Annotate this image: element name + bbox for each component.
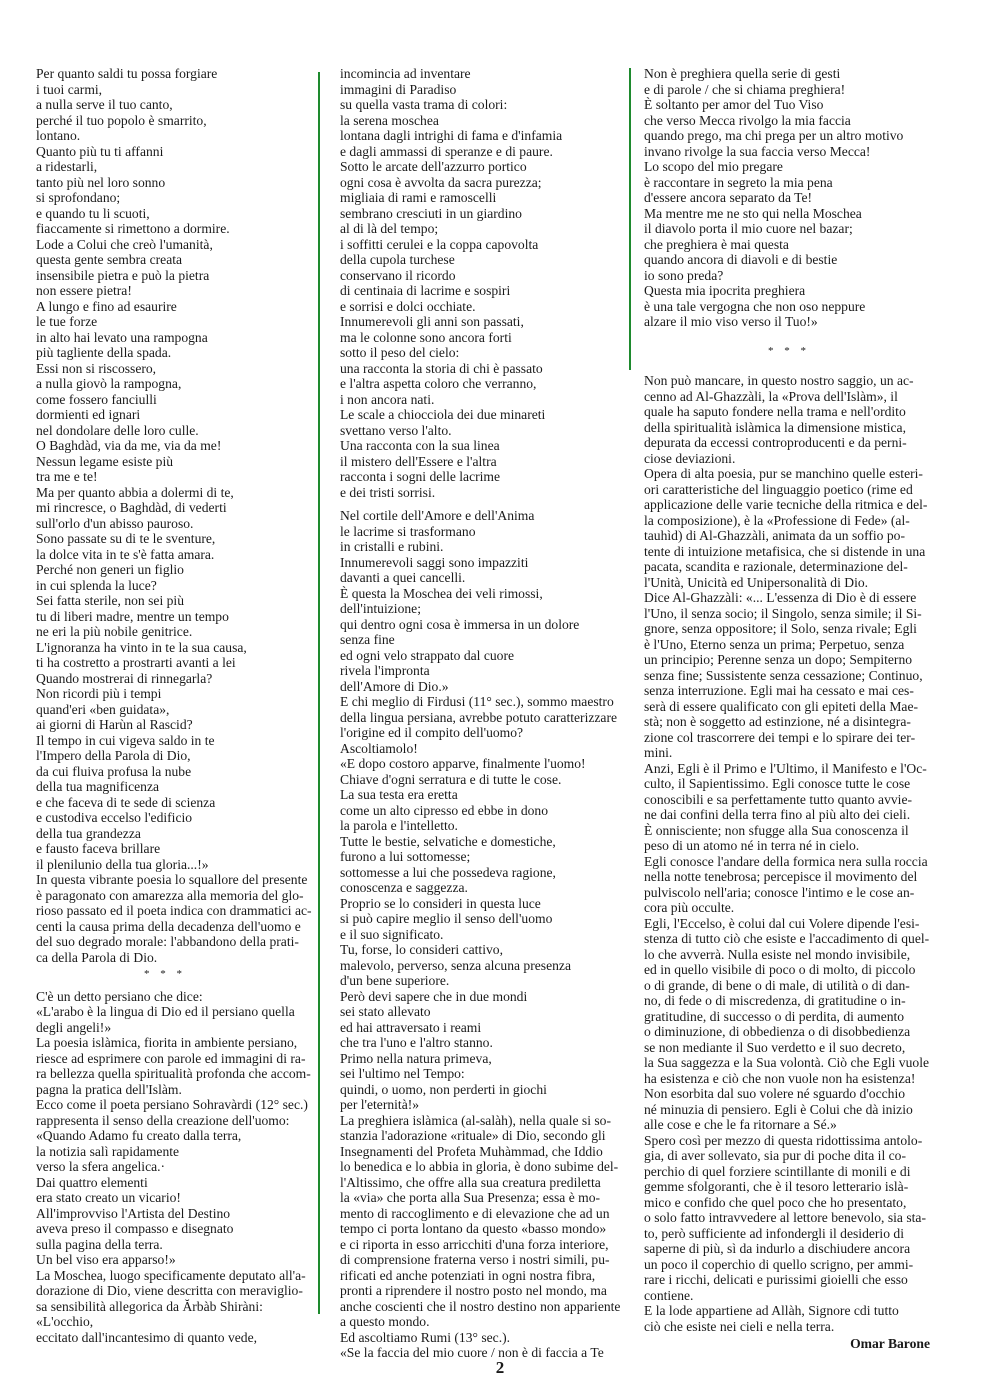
text-line: La poesia islàmica, fiorita in ambiente persiano, — [36, 1035, 298, 1050]
text-line: Ed ascoltiamo Rumi (13° sec.). — [340, 1329, 511, 1345]
text-line: conoscenza e saggezza. — [340, 880, 468, 895]
text-line: gia, di aver sollevato, sia pur di poche dita il co- — [644, 1148, 906, 1163]
text-line: un principio; Perenne senza un dopo; Sempiterno — [644, 652, 913, 667]
text-line: nel dondolare delle loro culle. — [36, 422, 199, 438]
text-line: si sprofondano; — [36, 190, 121, 205]
text-line: su quella vasta trama di colori: — [340, 97, 508, 112]
text-line: dorazione di Dio, viene descritta con meraviglio- — [36, 1283, 303, 1298]
text-line: Non ricordi più i tempi — [36, 686, 162, 701]
text-line: perché il tuo popolo è smarrito, — [36, 112, 207, 128]
text-line: del suo degrado morale: l'abbandono della prati- — [36, 934, 299, 949]
text-line: pronti a riprendere il nostro posto nel mondo, ma — [340, 1283, 607, 1298]
text-line: È questa la Moschea dei veli rimossi, — [340, 585, 543, 601]
poem-baghdad — [36, 66, 312, 965]
text-line: e custodiva eccelso l'edificio — [36, 810, 193, 825]
text-line: questa gente sembra creata — [36, 252, 183, 267]
text-line: «L'occhio, — [36, 1314, 94, 1329]
text-line: peso di un atomo né in terra né in cielo. — [644, 838, 860, 853]
text-line: racconta i sogni delle lacrime — [340, 469, 501, 484]
text-line: Perché non generi un figlio — [36, 562, 184, 577]
text-line: Il tempo in cui vigeva saldo in te — [36, 732, 215, 748]
text-line: e fausto faceva brillare — [36, 841, 161, 856]
text-line: invano rivolge la sua faccia verso Mecca! — [644, 143, 871, 159]
text-line: a questo mondo. — [340, 1314, 430, 1329]
text-line: il diavolo porta il mio cuore nel bazar; — [644, 221, 853, 236]
text-line: gnore, senza oppositore; il Solo, senza rivale; Egli — [644, 621, 917, 636]
text-line: le lacrime si trasformano — [340, 523, 476, 539]
text-line: è raccontare in segreto la mia pena — [644, 174, 833, 190]
firdusi-section — [340, 508, 624, 1361]
text-line: e dagli ammassi di speranze e di paure. — [340, 143, 553, 159]
text-line: conservano il ricordo — [340, 267, 456, 283]
text-line: ra bellezza quella spiritualità profonda che accom- — [36, 1066, 311, 1081]
text-line: cora più occulte. — [644, 900, 735, 915]
text-line: lontano. — [36, 128, 81, 143]
text-line: Egli, l'Eccelso, è colui dal cui Volere dipende l'esi- — [644, 915, 920, 931]
column-1 — [36, 66, 312, 1345]
text-line: All'improvviso l'Artista del Destino — [36, 1205, 231, 1221]
text-line: la composizione), è la «Professione di Fede» (al- — [644, 512, 910, 528]
text-line: a nulla giovò la rampogna, — [36, 376, 182, 391]
text-line: Non è preghiera quella serie di gesti — [644, 66, 841, 81]
text-line: tanto più nel loro sonno — [36, 174, 166, 190]
text-line: dell'Amore di Dio.» — [340, 678, 449, 694]
text-line: È onnisciente; non sfugge alla Sua conoscenza il — [644, 822, 909, 838]
text-line: E chi meglio di Firdusi (11° sec.), sommo maestro — [340, 694, 614, 709]
text-line: come un alto cipresso ed ebbe in dono — [340, 802, 549, 818]
text-line: si può capire meglio il senso dell'uomo — [340, 911, 553, 926]
text-line: la Sua saggezza e la Sua volontà. Ciò che Egli vuole — [644, 1055, 930, 1070]
text-line: è una tale vergogna che non oso neppure — [644, 298, 866, 314]
text-line: Tutte le bestie, selvatiche e domestiche, — [340, 833, 556, 849]
text-line: «Se la faccia del mio cuore / non è di faccia a Te — [340, 1345, 604, 1360]
text-line: mi rincresce, o Baghdàd, di vederti — [36, 500, 227, 515]
text-line: fiaccamente si rimettono a dormire. — [36, 221, 230, 236]
text-line: della tua magnificenza — [36, 779, 160, 794]
text-line: della spiritualità islàmica la dimensione mistica, — [644, 419, 906, 435]
text-line: Quanto più tu ti affanni — [36, 143, 164, 159]
text-line: è paragonato con amarezza alla memoria del glo- — [36, 887, 304, 903]
text-line: e il suo significato. — [340, 926, 444, 942]
text-line: sei stato allevato — [340, 1004, 431, 1019]
text-line: d'un bene superiore. — [340, 973, 450, 988]
text-line: Sei fatta sterile, non sei più — [36, 593, 184, 608]
text-line: È soltanto per amor del Tuo Viso — [644, 97, 824, 112]
text-line: e dei tristi sorrisi. — [340, 484, 436, 500]
text-line: gemme sfolgoranti, che è il tesoro letterario islà- — [644, 1179, 909, 1194]
text-line: lo che avverrà. Nulla esiste nel mondo invisibile, — [644, 946, 911, 962]
text-line: il plenilunio della tua gloria...!» — [36, 856, 209, 872]
text-line: Lo scopo del mio pregare — [644, 159, 783, 174]
text-line: Nel cortile dell'Amore e dell'Anima — [340, 508, 535, 523]
text-line: Quando mostrerai di rinnegarla? — [36, 670, 213, 686]
text-line: alle cose e che le fa ritornare a Sé.» — [644, 1117, 837, 1132]
text-line: che tra l'uno e l'altro stanno. — [340, 1035, 493, 1050]
text-line: nella notte tenebrosa; percepisce il movimento del — [644, 869, 918, 884]
text-line: al di là del tempo; — [340, 221, 439, 236]
text-line: da cui fluiva profusa la nube — [36, 763, 192, 779]
text-line: e quando tu li scuoti, — [36, 205, 150, 221]
text-line: rare i ricchi, delicati e purissimi gioielli che esso — [644, 1272, 908, 1287]
text-line: ed hai attraversato i reami — [340, 1019, 482, 1035]
text-line: Spero così per mezzo di questa ridottissima antolo- — [644, 1132, 923, 1148]
text-line: ogni cosa è avvolta da sacra purezza; — [340, 174, 542, 190]
text-line: l'Uno, il senza socio; il Singolo, senza simile; il Si- — [644, 605, 922, 621]
text-line: rificati ed anche potenziati in ogni nostra fibra, — [340, 1267, 596, 1283]
text-line: sei l'ultimo nel Tempo: — [340, 1066, 465, 1081]
text-line: l'Unità, Unicità ed Unipersonalità di Dio. — [644, 574, 869, 590]
text-line: sull'orlo d'un abisso pauroso. — [36, 515, 194, 531]
text-line: della lingua persiana, avrebbe potuto caratterizzare — [340, 709, 618, 725]
text-line: la notizia salì rapidamente — [36, 1143, 180, 1159]
text-line: ori caratteristiche del linguaggio poetico (rime ed — [644, 481, 913, 497]
text-line: Sono passate su di te le sventure, — [36, 531, 216, 546]
text-line: della tua grandezza — [36, 825, 141, 841]
text-line: Ma mentre me ne sto qui nella Moschea — [644, 205, 862, 221]
text-line: Ascoltiamolo! — [340, 740, 418, 756]
text-line: ha esistenza e ciò che non vuole non ha esistenza! — [644, 1070, 916, 1086]
text-line: «Quando Adamo fu creato dalla terra, — [36, 1128, 242, 1143]
text-line: i soffitti cerulei e la coppa capovolta — [340, 236, 539, 252]
text-line: ciose deviazioni. — [644, 450, 736, 466]
text-line: Questa mia ipocrita preghiera — [644, 283, 806, 298]
text-line: un poco il coperchio di quello scrigno, per ammi- — [644, 1256, 914, 1272]
text-line: gratitudine, di successo o di perdita, di aumento — [644, 1008, 905, 1024]
text-line: ma le colonne sono ancora forti — [340, 329, 512, 345]
text-line: sa sensibilità allegorica da Ărbàb Shiràni: — [36, 1298, 263, 1314]
al-ghazzali-section — [644, 373, 934, 1334]
text-line: quand'eri «ben guidata», — [36, 701, 170, 717]
text-line: perchio di quel forziere scintillante di monili e di — [644, 1163, 911, 1179]
text-line: cenno ad Al-Ghazzàli, la «Prova dell'Islàm», il — [644, 388, 898, 404]
text-line: lontana dagli intrighi di fama e d'infamia — [340, 128, 563, 143]
text-line: Non può mancare, in questo nostro saggio, un ac- — [644, 373, 914, 388]
text-line: serà di essere qualificato con gli epiteti della Mae- — [644, 698, 919, 714]
text-line: o solo fatto intravvedere al lettore benevolo, sia sta- — [644, 1210, 926, 1225]
persian-poetry-section — [36, 988, 311, 1346]
text-line: stanzia l'adorazione «rituale» di Dio, secondo gli — [340, 1128, 606, 1143]
column-2 — [340, 66, 624, 1361]
text-line: eccitato dall'incantesimo di quanto vede, — [36, 1329, 258, 1345]
text-line: Dice Al-Ghazzàli: «... L'essenza di Dio è di essere — [644, 590, 917, 605]
text-line: tente di intuizione metafisica, che si distende in una — [644, 543, 926, 559]
text-line: ne dai confini della terra fino al più alto dei cieli. — [644, 807, 911, 822]
text-line: quindi, o uomo, non perderti in giochi — [340, 1081, 547, 1097]
text-line: mini. — [644, 745, 673, 760]
text-line: riesce ad esprimere con parole ed immagini di ra- — [36, 1050, 306, 1066]
text-line: tauhìd) di Al-Ghazzàli, animata da un soffio po- — [644, 528, 905, 543]
text-line: la parola e l'intelletto. — [340, 818, 458, 833]
text-line: sulla pagina della terra. — [36, 1236, 163, 1252]
text-line: rivela l'impronta — [340, 663, 430, 678]
text-line: E la lode appartiene ad Allàh, Signore cdi tutto — [644, 1303, 899, 1318]
text-line: tu di liberi madre, mentre un tempo — [36, 608, 229, 624]
text-line: è l'Uno, Eterno senza un prima; Perpetuo, senza — [644, 636, 905, 652]
text-line: saperne di più, sì da indurlo a dischiudere ancora — [644, 1241, 911, 1256]
text-line: ed in quello visibile di poco o di molto, di piccolo — [644, 962, 916, 977]
text-line: Essi non si riscossero, — [36, 360, 157, 376]
text-line: pacata, scandita e razionale, determinazione del- — [644, 559, 908, 574]
text-line: quale ha saputo fondere nella trama e nell'ordito — [644, 404, 906, 419]
text-line: era stato creato un vicario! — [36, 1190, 181, 1205]
text-line: furono a lui sottomesse; — [340, 849, 471, 864]
text-line: i non ancora nati. — [340, 391, 435, 407]
text-line: alzare il mio viso verso il Tuo!» — [644, 314, 818, 329]
text-line: io sono preda? — [644, 267, 724, 283]
text-line: senza interruzione. Egli mai ha cessato e mai ces- — [644, 683, 914, 698]
text-line: aveva preso il compasso e disegnato — [36, 1221, 234, 1236]
text-line: dormienti ed ignari — [36, 407, 141, 422]
text-line: come fossero fanciulli — [36, 391, 157, 407]
text-line: migliaia di rami e ramoscelli — [340, 190, 497, 205]
text-line: stà; non è soggetto ad estinzione, né a disintegra- — [644, 714, 911, 729]
text-line: Non esorbita dal suo volere né sguardo d'occhio — [644, 1086, 906, 1101]
text-line: contiene. — [644, 1287, 694, 1303]
text-line: applicazione delle varie tecniche della ritmica e del- — [644, 497, 928, 512]
text-line: ai giorni di Harùn al Rascid? — [36, 717, 193, 732]
text-line: le tue forze — [36, 314, 98, 329]
text-line: ciò che esiste nei cieli e nella terra. — [644, 1318, 835, 1334]
text-line: sottomesse a lui che possedeva ragione, — [340, 864, 556, 880]
text-line: di centinaia di lacrime e sospiri — [340, 283, 511, 298]
page-number: 2 — [495, 1358, 505, 1377]
text-line: «E dopo costoro apparve, finalmente l'uomo! — [340, 756, 586, 771]
text-line: per l'eternità!» — [340, 1097, 420, 1112]
text-line: o di grande, di bene o di male, di utilità o di dan- — [644, 977, 910, 993]
text-line: ed ogni velo strappato dal cuore — [340, 647, 515, 663]
text-line: conoscibili e sa perfettamente tutto quanto avvie- — [644, 791, 913, 807]
text-line: di comprensione fraterna verso i nostri simili, pu- — [340, 1252, 610, 1267]
text-line: L'ignoranza ha vinto in te la sua causa, — [36, 639, 247, 655]
text-line: to, però sufficiente ad infondergli il desiderio di — [644, 1225, 904, 1241]
text-line: l'Altissimo, che offre alla sua creatura prediletta — [340, 1174, 601, 1190]
text-line: centi la causa prima della decadenza dell'uomo e — [36, 918, 301, 934]
text-line: e che faceva di te sede di scienza — [36, 794, 216, 810]
text-line: ne eri la più nobile genitrice. — [36, 624, 193, 639]
text-line: Nessun legame esiste più — [36, 453, 174, 469]
text-line: tempo ci porta lontano da questo «basso mondo» — [340, 1221, 607, 1236]
text-line: davanti a quei cancelli. — [340, 570, 466, 585]
text-line: l'origine ed il compito dell'uomo? — [340, 725, 524, 740]
text-line: Egli conosce l'andare della formica nera sulla roccia — [644, 853, 928, 869]
section-separator: * * * — [768, 344, 810, 357]
text-line: La Moschea, luogo specificamente deputato all'a- — [36, 1267, 306, 1283]
text-line: più tagliente della spada. — [36, 345, 172, 360]
text-line: sembrano cresciuti in un giardino — [340, 205, 522, 221]
text-line: senza fine; Sussistente senza cessazione; Continuo, — [644, 667, 923, 683]
text-line: culto, il Sapientissimo. Egli conosce tutte le cose — [644, 776, 911, 791]
text-line: In questa vibrante poesia lo squallore del presente — [36, 872, 308, 887]
text-line: Lode a Colui che creò l'umanità, — [36, 236, 213, 252]
text-line: né minuzia di pensiero. Egli è Colui che dà inizio — [644, 1101, 913, 1117]
text-line: rioso passato ed il poeta indica con drammatici ac- — [36, 903, 312, 918]
text-line: mico e confido che quel poco che ho presentato, — [644, 1194, 907, 1210]
text-line: Dai quattro elementi — [36, 1174, 148, 1190]
text-line: C'è un detto persiano che dice: — [36, 988, 203, 1004]
text-line: degli angeli!» — [36, 1019, 112, 1035]
text-line: Chiave d'ogni serratura e di tutte le cose. — [340, 771, 562, 787]
text-line: in cui splenda la luce? — [36, 577, 157, 593]
text-line: Insegnamenti del Profeta Muhàmmad, che Iddio — [340, 1143, 603, 1159]
text-line: in alto hai levato una rampogna — [36, 329, 208, 345]
text-line: immagini di Paradiso — [340, 81, 457, 97]
text-line: e sorrisi e dolci occhiate. — [340, 298, 476, 314]
text-line: la serena moschea — [340, 112, 439, 128]
text-line: se non mediante il Suo verdetto e il suo decreto, — [644, 1039, 906, 1055]
text-line: anche coscienti che il nostro destino non appariente — [340, 1298, 621, 1314]
author-signature: Omar Barone — [850, 1336, 930, 1351]
text-line: il mistero dell'Essere e l'altra — [340, 453, 497, 469]
text-line: Anzi, Egli è il Primo e l'Ultimo, il Manifesto e l'Oc- — [644, 760, 927, 776]
text-line: a ridestarli, — [36, 159, 98, 174]
text-line: Opera di alta poesia, pur se manchino quelle esteri- — [644, 466, 923, 481]
text-line: che verso Mecca rivolgo la mia faccia — [644, 112, 851, 128]
text-line: l'Impero della Parola di Dio, — [36, 748, 191, 763]
text-line: in cristalli e rubini. — [340, 539, 444, 554]
text-line: Ma per quanto abbia a dolermi di te, — [36, 484, 234, 500]
text-line: che preghiera è mai questa — [644, 236, 789, 252]
text-line: verso la sfera angelica.· — [36, 1159, 166, 1174]
text-line: o diminuzione, di obbedienza o di disobbedienza — [644, 1024, 911, 1039]
text-line: d'essere ancora separato da Te! — [644, 190, 813, 205]
text-line: qui dentro ogni cosa è immersa in un dolore — [340, 616, 580, 632]
text-line: rappresenta il senso della creazione dell'uomo: — [36, 1112, 290, 1128]
text-line: e ci riporta in esso arricchiti d'una forza interiore, — [340, 1236, 609, 1252]
mosque-poem — [340, 66, 624, 500]
text-line: quando ancora di diavoli e di bestie — [644, 252, 838, 267]
text-line: e l'altra aspetta coloro che verranno, — [340, 376, 537, 391]
text-line: La sua testa era eretta — [340, 787, 458, 802]
text-line: depurata da eccessi controproducenti e da perni- — [644, 435, 907, 450]
text-line: pulviscolo nell'aria; conosce l'intimo e le cose an- — [644, 884, 915, 900]
text-line: Per quanto saldi tu possa forgiare — [36, 66, 218, 81]
column-divider-left — [318, 72, 320, 1314]
text-line: incomincia ad inventare — [340, 66, 471, 81]
text-line: svettano verso l'alto. — [340, 422, 452, 438]
text-line: zione col trascorrere dei tempi e lo spirare dei ter- — [644, 729, 916, 745]
text-line: mento di raccoglimento e di elevazione che ad un — [340, 1205, 610, 1221]
text-line: Tu, forse, lo consideri cattivo, — [340, 942, 503, 957]
text-line: una racconta la storia di chi è passato — [340, 360, 543, 376]
text-line: Una racconta con la sua linea — [340, 438, 500, 453]
text-line: della cupola turchese — [340, 252, 455, 267]
text-line: Proprio se lo consideri in questa luce — [340, 895, 541, 911]
text-line: non essere pietra! — [36, 283, 132, 298]
text-line: pagna la pratica dell'Islàm. — [36, 1081, 182, 1097]
text-line: no, di fede o di miscredenza, di gratitudine o in- — [644, 993, 906, 1008]
text-line: Però devi sapere che in due mondi — [340, 988, 528, 1004]
text-line: Primo nella natura primeva, — [340, 1050, 492, 1066]
column-3 — [644, 66, 934, 1352]
text-line: ti ha costretto a prostrarti avanti a lei — [36, 655, 236, 670]
text-line: A lungo e fino ad esaurire — [36, 298, 177, 314]
text-line: Ecco come il poeta persiano Sohravàrdi (12° sec.) — [36, 1097, 308, 1112]
text-line: «L'arabo è la lingua di Dio ed il persiano quella — [36, 1004, 295, 1019]
text-line: i tuoi carmi, — [36, 81, 103, 97]
text-line: Innumerevoli saggi sono impazziti — [340, 554, 529, 570]
section-separator: * * * — [144, 968, 186, 980]
text-line: O Baghdàd, via da me, via da me! — [36, 438, 222, 453]
text-line: Le scale a chiocciola dei due minareti — [340, 407, 546, 422]
column-divider-right — [629, 68, 631, 370]
text-line: La preghiera islàmica (al-salàh), nella quale si so- — [340, 1112, 611, 1128]
text-line: Innumerevoli gli anni son passati, — [340, 314, 524, 329]
text-line: e di parole / che si chiama preghiera! — [644, 81, 846, 97]
text-line: malevolo, perverso, senza alcuna presenza — [340, 957, 571, 973]
text-line: ca della Parola di Dio. — [36, 949, 158, 965]
text-line: a nulla serve il tuo canto, — [36, 97, 173, 112]
text-line: stenza di tutto ciò che esiste e l'accadimento di quel- — [644, 931, 930, 946]
text-line: la dolce vita in te s'è fatta amara. — [36, 546, 215, 562]
rumi-poem — [644, 66, 934, 330]
text-line: tra me e te! — [36, 469, 98, 484]
text-line: Sotto le arcate dell'azzurro portico — [340, 159, 527, 174]
text-line: quando prego, ma chi prega per un altro motivo — [644, 128, 904, 143]
text-line: la «via» che porta alla Sua Presenza; essa è mo- — [340, 1190, 601, 1205]
text-line: senza fine — [340, 632, 395, 647]
text-line: Un bel viso era apparso!» — [36, 1252, 176, 1267]
text-line: dell'intuizione; — [340, 601, 421, 616]
text-line: lo benedica e lo abbia in gloria, è dono subime del- — [340, 1159, 619, 1174]
text-line: sotto il peso del cielo: — [340, 345, 460, 360]
text-line: insensibile pietra e può la pietra — [36, 267, 210, 283]
